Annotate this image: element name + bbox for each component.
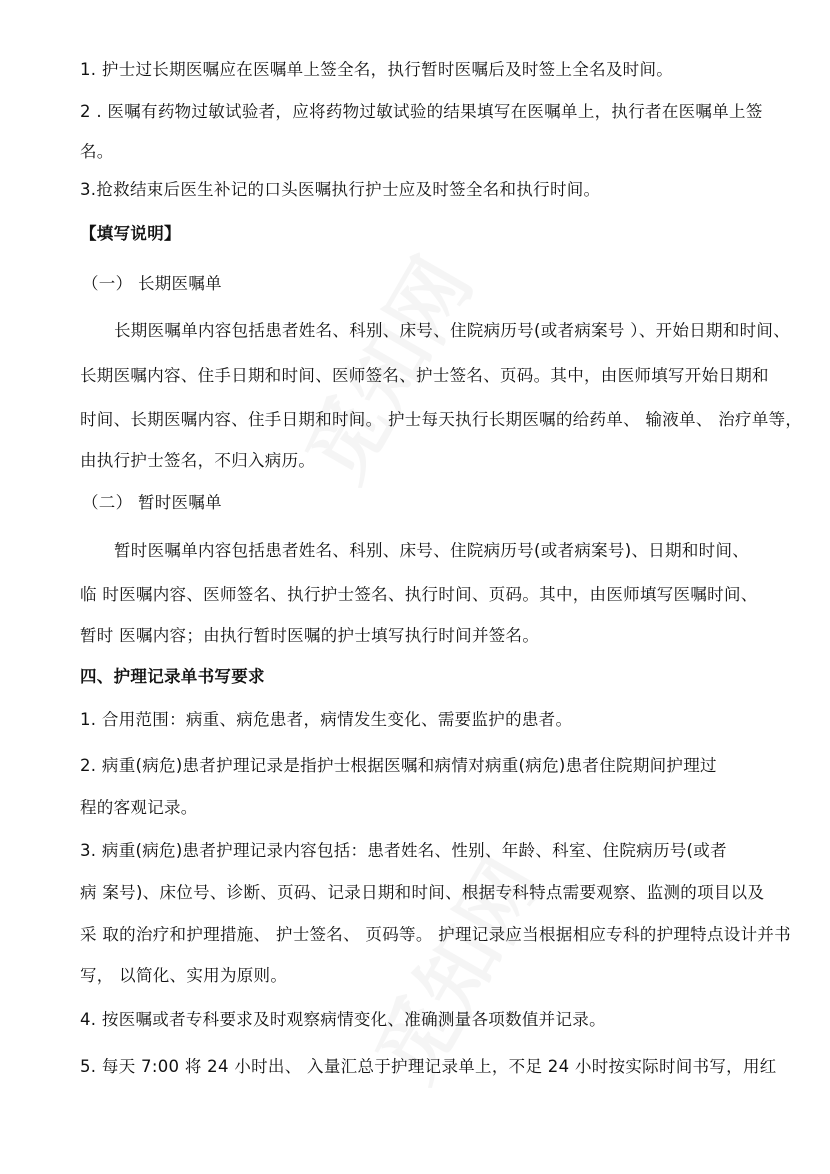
text-line: 长期医嘱内容、住手日期和时间、医师签名、护士签名、页码。其中，由医师填写开始日期和: [80, 366, 769, 385]
section-heading: 【填写说明】: [80, 224, 181, 243]
text-line: 临 时医嘱内容、医师签名、执行护士签名、执行时间、页码。其中，由医师填写医嘱时间、: [80, 585, 758, 604]
text-line: 5. 每天 7:00 将 24 小时出、 入量汇总于护理记录单上，不足 24 小时按实际时间书写，用红: [80, 1057, 777, 1076]
text-line: 4. 按医嘱或者专科要求及时观察病情变化、准确测量各项数值并记录。: [80, 1010, 606, 1029]
text-line: 暂时医嘱单内容包括患者姓名、科别、床号、住院病历号(或者病案号)、日期和时间、: [114, 541, 750, 560]
text-line: 名。: [80, 142, 114, 161]
text-line: 写， 以简化、实用为原则。: [80, 966, 288, 985]
text-line: 病 案号)、床位号、诊断、页码、记录日期和时间、根据专科特点需要观察、监测的项目以及: [80, 883, 765, 902]
section-heading: 四、护理记录单书写要求: [80, 667, 265, 686]
text-line: 暂时 医嘱内容；由执行暂时医嘱的护士填写执行时间并签名。: [80, 626, 540, 645]
text-line: 3. 病重(病危)患者护理记录内容包括：患者姓名、性别、年龄、科室、住院病历号(或者: [80, 841, 727, 860]
text-line: 1. 护士过长期医嘱应在医嘱单上签全名，执行暂时医嘱后及时签上全名及时间。: [80, 60, 674, 79]
subsection-heading: （一） 长期医嘱单: [82, 274, 222, 293]
text-line: 时间、长期医嘱内容、住手日期和时间。 护士每天执行长期医嘱的给药单、 输液单、 治疗单等，: [80, 410, 803, 429]
text-line: 程的客观记录。: [80, 798, 198, 817]
text-line: 由执行护士签名，不归入病历。: [80, 451, 316, 470]
text-line: 3.抢救结束后医生补记的口头医嘱执行护士应及时签全名和执行时间。: [80, 180, 601, 199]
text-line: 长期医嘱单内容包括患者姓名、科别、床号、住院病历号(或者病案号 ）、开始日期和时间、: [114, 321, 791, 340]
text-line: 2. 病重(病危)患者护理记录是指护士根据医嘱和病情对病重(病危)患者住院期间护理过: [80, 756, 717, 775]
text-line: 2 . 医嘱有药物过敏试验者，应将药物过敏试验的结果填写在医嘱单上，执行者在医嘱单上签: [80, 102, 763, 121]
text-line: 采 取的治疗和护理措施、 护士签名、 页码等。 护理记录应当根据相应专科的护理特点设计并书: [80, 925, 791, 944]
subsection-heading: （二） 暂时医嘱单: [82, 493, 222, 512]
text-line: 1. 合用范围：病重、病危患者，病情发生变化、需要监护的患者。: [80, 710, 573, 729]
